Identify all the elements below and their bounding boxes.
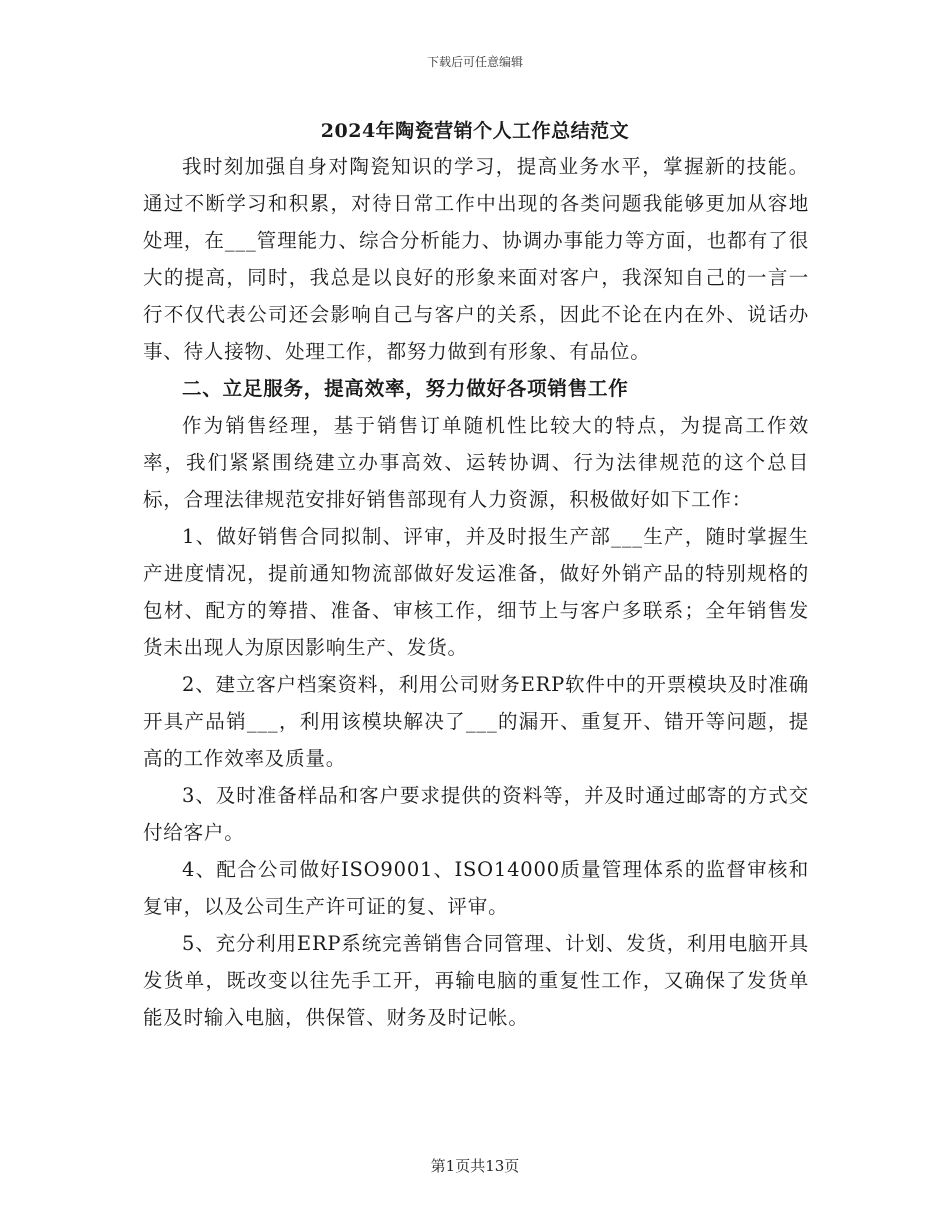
page-title: 2024年陶瓷营销个人工作总结范文	[320, 120, 630, 142]
paragraph-intro: 我时刻加强自身对陶瓷知识的学习，提高业务水平，掌握新的技能。通过不断学习和积累，对待日常工作中出现的各类问题我能够更加从容地处理，在___管理能力、综合分析能力、协调办事能力等方面，也都有了很大的提高，同时，我总是以良好的形象来面对客户，我深知自己的一言一行不仅代表公司还会影响自己与客户的关系，因此不论在内在外、说话办事、待人接物、处理工作，都努力做到有形象、有品位。	[143, 155, 809, 363]
page-number-footer: 第1页共13页	[430, 1157, 520, 1175]
list-item-2: 2、建立客户档案资料，利用公司财务ERP软件中的开票模块及时准确开具产品销___，利用该模块解决了___的漏开、重复开、错开等问题，提高的工作效率及质量。	[143, 673, 809, 770]
list-item-3: 3、及时准备样品和客户要求提供的资料等，并及时通过邮寄的方式交付给客户。	[143, 784, 809, 844]
document-body	[143, 148, 809, 1036]
paragraph-section-intro: 作为销售经理，基于销售订单随机性比较大的特点，为提高工作效率，我们紧紧围绕建立办事高效、运转协调、行为法律规范的这个总目标，合理法律规范安排好销售部现有人力资源，积极做好如下工作：	[143, 414, 809, 511]
section-heading: 二、立足服务，提高效率，努力做好各项销售工作	[182, 377, 629, 400]
list-item-1: 1、做好销售合同拟制、评审，并及时报生产部___生产，随时掌握生产进度情况，提前通知物流部做好发运准备，做好外销产品的特别规格的包材、配方的筹措、准备、审核工作，细节上与客户多联系；全年销售发货未出现人为原因影响生产、发货。	[143, 525, 809, 659]
list-item-4: 4、配合公司做好ISO9001、ISO14000质量管理体系的监督审核和复审，以及公司生产许可证的复、评审。	[143, 858, 809, 918]
header-note: 下载后可任意编辑	[426, 55, 523, 69]
list-item-5: 5、充分利用ERP系统完善销售合同管理、计划、发货，利用电脑开具发货单，既改变以往先手工开，再输电脑的重复性工作，又确保了发货单能及时输入电脑，供保管、财务及时记帐。	[143, 932, 809, 1029]
